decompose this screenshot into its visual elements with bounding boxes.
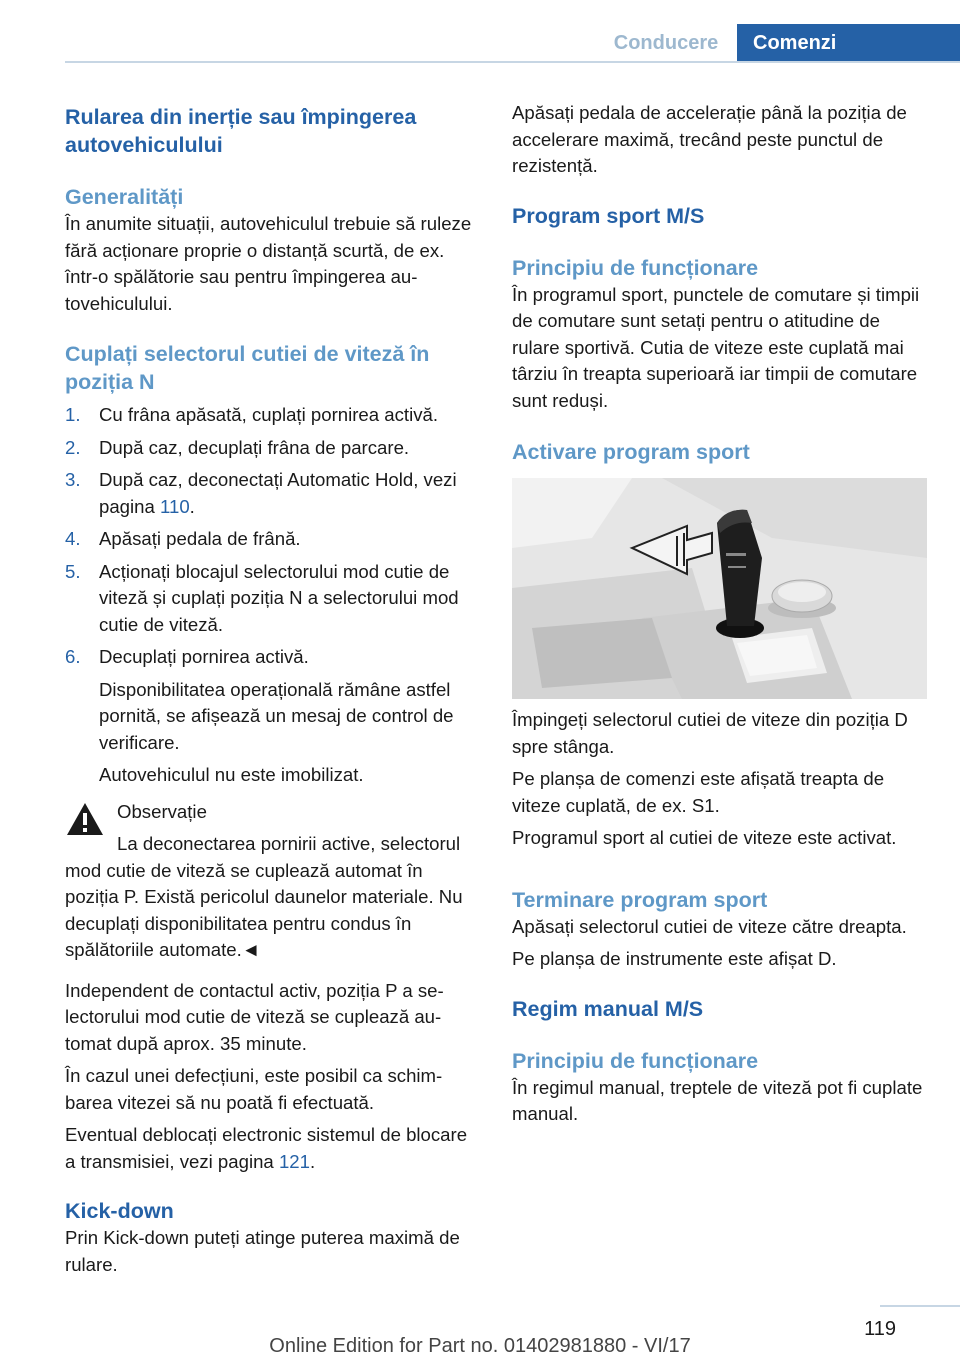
step-text: Decuplați pornirea activă. (99, 646, 309, 667)
step-text: După caz, deconectați Automatic Hold, vezi pagina (99, 469, 457, 517)
warning-text: La deconectarea pornirii active, selectorul mod cutie de viteză se cuplează automat în poziția P. Există pericolul daunelor materiale. Nu decuplați disponibilitatea pentru condus în spălătoriile automate.◄ (65, 833, 463, 960)
edition-note: Online Edition for Part no. 01402981880 - VI/17 (269, 1335, 691, 1357)
section-title-rulare: Rularea din inerție sau împingerea autovehiculului (65, 105, 417, 157)
step-number: 1. (65, 404, 81, 425)
paragraph-deblocare-text: Eventual deblocați electronic sistemul de blocare a transmisiei, vezi pagina (65, 1124, 468, 1172)
header-section-tab: Conducere (613, 31, 719, 54)
subsection-title-principiu: Principiu de funcționare (512, 255, 759, 280)
list-item (65, 467, 480, 520)
page-link-121[interactable]: 121 (278, 1150, 310, 1172)
subsection-title-generalitati: Generalități (65, 185, 184, 209)
step-number: 5. (65, 560, 81, 582)
subsection-title-principiu-manual: Principiu de funcționare (512, 1048, 759, 1073)
step-number: 2. (65, 436, 81, 458)
page-number: 119 (864, 1318, 896, 1340)
step-text: Apăsați pedala de frână. (99, 528, 301, 549)
right-column (512, 100, 930, 1128)
footer-divider (880, 1305, 960, 1307)
warning-title: Observație (117, 800, 207, 822)
subsection-title-cuplati: Cuplați selectorul cutiei de viteză în poziția N (65, 342, 430, 394)
header-chapter-tab: Comenzi (737, 24, 960, 62)
header-divider (65, 61, 960, 63)
kickdown-text: Prin Kick-down puteți atinge puterea maximă de rulare. (65, 1227, 460, 1275)
list-item (65, 559, 480, 639)
terminare-step-2: Pe planșa de instrumente este afișat D. (512, 948, 837, 969)
step-number: 6. (65, 646, 81, 667)
left-column (65, 100, 480, 1278)
step-text: După caz, decuplați frâna de parcare. (99, 436, 410, 458)
step6-note-2: Autovehiculul nu este imobilizat. (99, 764, 364, 785)
subsection-title-terminare: Terminare program sport (512, 887, 768, 912)
activare-step-3: Programul sport al cutiei de viteze este activat. (512, 827, 897, 848)
list-item (65, 402, 480, 429)
generalitati-text: În anumite situații, autovehiculul trebuie să ruleze fără acționare proprie o distanță scurtă, de ex. într-o spălătorie sau pentru împingerea autovehiculului. (65, 213, 472, 314)
accelerator-intro: Apăsați pedala de accelerație până la poziția de accelerare maximă, trecând peste punctul de rezistență. (512, 102, 907, 176)
gear-selector-image (512, 478, 927, 699)
paragraph-deblocare (65, 1122, 480, 1175)
step-number: 3. (65, 469, 81, 490)
steps-list (65, 402, 480, 671)
page-link-110[interactable]: 110 (160, 495, 190, 517)
section-title-program-sport: Program sport M/S (512, 203, 705, 228)
paragraph-deblocare-end: . (309, 1150, 316, 1172)
list-item (65, 435, 480, 462)
section-title-regim-manual: Regim manual M/S (512, 996, 704, 1021)
section-title-kickdown: Kick-down (65, 1199, 174, 1223)
step6-note-1: Disponibilitatea operațională rămâne astfel pornită, se afișează un mesaj de control de verificare. (99, 678, 454, 753)
list-item (65, 644, 480, 671)
activare-step-1: Împingeți selectorul cutiei de viteze din poziția D spre stânga. (512, 709, 908, 757)
paragraph-defect: În cazul unei defecțiuni, este posibil ca schimbarea vitezei să nu poată fi efectuată. (65, 1065, 443, 1113)
paragraph-position-p: Independent de contactul activ, poziția P a selectorului mod cutie de viteză se cuplează automat după aprox. 35 minute. (65, 979, 444, 1054)
step-text-end: . (189, 495, 195, 517)
warning-icon (65, 801, 105, 837)
step-text-with-link (99, 467, 480, 520)
list-item (65, 526, 480, 553)
step-text: Acționați blocajul selectorului mod cutie de viteză și cuplați poziția N a selectorului mod cutie de viteză. (99, 560, 459, 635)
subsection-title-activare: Activare program sport (512, 440, 750, 464)
warning-box (65, 799, 480, 964)
principiu-text: În programul sport, punctele de comutare și timpii de comutare sunt setați pentru o atitudine de rulare sportivă. Cutia de viteze este cuplată mai târziu în treapta superioară iar timpii de comutare sunt reduși. (512, 283, 920, 411)
step-number: 4. (65, 528, 81, 549)
terminare-step-1: Apăsați selectorul cutiei de viteze către dreapta. (512, 915, 907, 937)
step-text: Cu frâna apăsată, cuplați pornirea activă. (99, 404, 439, 425)
activare-step-2: Pe planșa de comenzi este afișată treapta de viteze cuplată, de ex. S1. (512, 768, 885, 816)
principiu-manual-text: În regimul manual, treptele de viteză pot fi cuplate manual. (512, 1076, 923, 1124)
